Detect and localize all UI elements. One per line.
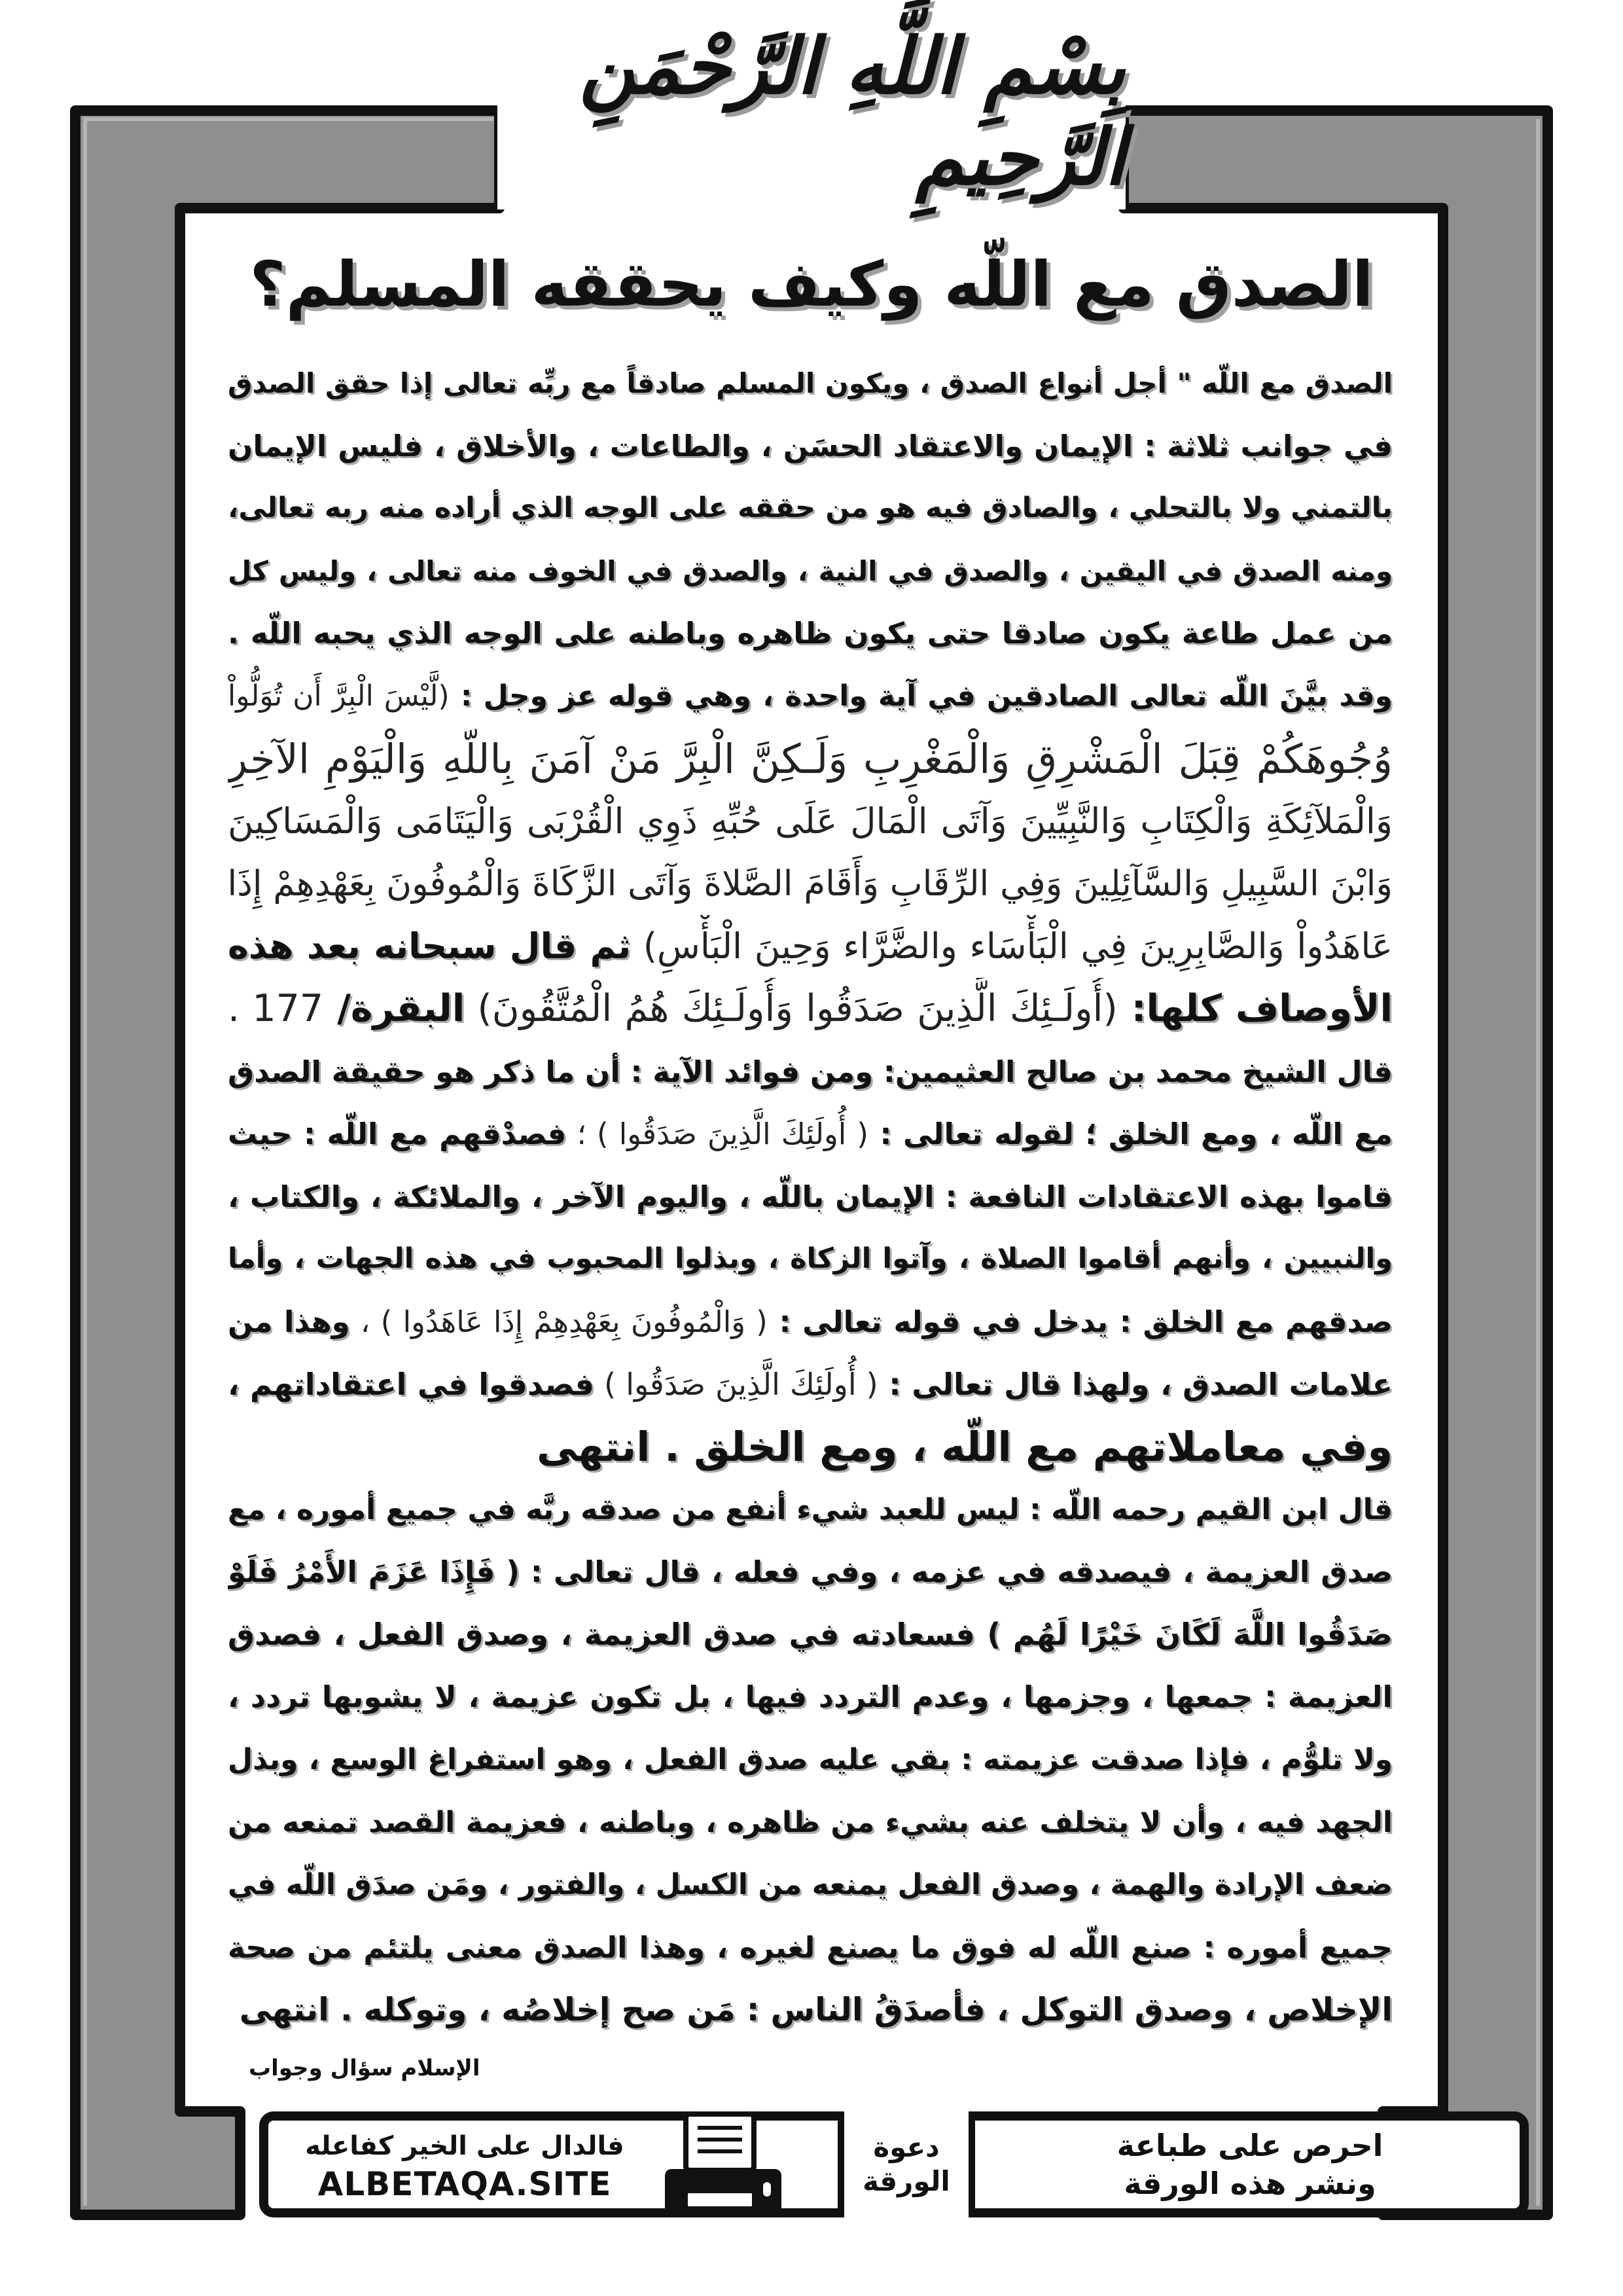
footer-site-block — [281, 2121, 648, 2208]
body-text: من عمل طاعة يكون صادقا حتى يكون ظاهره وباطنه على الوجه الذي يحبه اللّه . — [228, 616, 1393, 651]
text-line — [228, 1479, 1393, 1541]
text-line — [228, 1979, 1393, 2041]
quran-verse-text: وَالْمَلآئِكَةِ وَالْكِتَابِ وَالنَّبِيِّينَ وَآتَى الْمَالَ عَلَى حُبِّهِ ذَوِي الْقُرْبَى وَالْيَتَامَى وَالْمَسَاكِينَ — [228, 800, 1393, 842]
text-line — [228, 1541, 1393, 1604]
text-line — [228, 1041, 1393, 1103]
quran-verse-text: ( وَالْمُوفُونَ بِعَهْدِهِمْ إِذَا عَاهَدُوا ) ، — [349, 1304, 768, 1339]
page-title: الصدق مع اللّه وكيف يحققه المسلم؟ — [249, 249, 1374, 321]
body-text: وهذا من — [228, 1304, 350, 1339]
body-text: قال ابن القيم رحمه اللّه : ليس للعبد شيء أنفع من صدقه ربَّه في جميع أموره ، مع — [228, 1492, 1393, 1526]
body-text: فصدقوا في اعتقاداتهم ، — [228, 1366, 594, 1402]
body-text: وفي معاملاتهم مع اللّه ، ومع الخلق . انتهى — [537, 1423, 1393, 1471]
body-text: العزيمة : جمعها ، وجزمها ، وعدم التردد فيها ، بل تكون عزيمة ، لا يشوبها تردد ، — [228, 1679, 1393, 1715]
text-line — [228, 477, 1393, 540]
basmala-calligraphy: بِسْمِ اللَّهِ الرَّحْمَنِ الرَّحِيمِ — [497, 13, 1126, 209]
logo-line-1: دعوة — [873, 2131, 940, 2163]
source-credit: الإسلام سؤال وجواب — [249, 2055, 480, 2081]
printer-icon — [661, 2111, 785, 2217]
quran-verse-text: وُجُوهَكُمْ قِبَلَ الْمَشْرِقِ وَالْمَغْرِبِ وَلَـكِنَّ الْبِرَّ مَنْ آمَنَ بِاللّهِ وَالْيَوْمِ الآخِرِ — [228, 734, 1393, 783]
quran-verse-text: 177 . — [228, 986, 324, 1030]
quran-verse-text: وَابْنَ السَّبِيلِ وَالسَّآئِلِينَ وَفِي الرِّقَابِ وَأَقَامَ الصَّلاةَ وَآتَى الزَّكَاةَ وَالْمُوفُونَ بِعَهْدِهِمْ إِذَا — [228, 863, 1393, 904]
body-text: مع اللّه ، ومع الخلق ؛ لقوله تعالى : — [868, 1117, 1393, 1152]
text-line — [228, 665, 1393, 728]
body-text: ثم قال سبحانه بعد هذه — [228, 925, 632, 967]
text-line — [228, 1291, 1393, 1354]
footer-banner — [259, 2111, 1529, 2217]
footer-call-to-action — [982, 2121, 1518, 2208]
body-text: الإخلاص ، وصدق التوكل ، فأصدَقُ الناس : مَن صح إخلاصُه ، وتوكله . انتهى — [239, 1991, 1393, 2029]
text-line — [228, 1916, 1393, 1979]
body-text: وقد بيَّنَ اللّه تعالى الصادقين في آية واحدة ، وهي قوله عز وجل : — [449, 679, 1393, 713]
quran-verse-text: ( أُولَئِكَ الَّذِينَ صَدَقُوا ) — [594, 1366, 878, 1402]
article-body — [228, 352, 1393, 2041]
body-text: الأوصاف كلها: — [1117, 986, 1393, 1030]
text-line — [228, 1166, 1393, 1229]
text-line — [228, 415, 1393, 478]
quran-verse-text: عَاهَدُواْ وَالصَّابِرِينَ فِي الْبَأْسَاء والضَّرَّاء وَحِينَ الْبَأْسِ) — [631, 925, 1393, 967]
text-line — [228, 1854, 1393, 1916]
dawat-alwaraqa-logo — [838, 2111, 975, 2217]
cta-line-2: ونشر هذه الورقة — [1124, 2166, 1376, 2201]
body-text: صَدَقُوا اللَّهَ لَكَانَ خَيْرًا لَهُم ) فسعادته في صدق العزيمة ، وصدق الفعل ، فصدق — [228, 1616, 1393, 1652]
body-text: ولا تلوُّم ، فإذا صدقت عزيمته : بقي عليه صدق الفعل ، وهو استفراغ الوسع ، وبذل — [228, 1743, 1393, 1777]
text-line — [228, 1666, 1393, 1729]
text-line — [228, 1103, 1393, 1166]
body-text: قال الشيخ محمد بن صالح العثيمين: ومن فوائد الآية : أن ما ذكر هو حقيقة الصدق — [228, 1054, 1393, 1089]
body-text: بالتمني ولا بالتحلي ، والصادق فيه هو من حققه على الوجه الذي أراده منه ربه تعالى، — [228, 492, 1393, 525]
body-text: ضعف الإرادة والهمة ، وصدق الفعل يمنعه من الكسل ، والفتور ، ومَن صدَق اللّه في — [228, 1868, 1393, 1902]
text-line — [228, 978, 1393, 1041]
body-text: في جوانب ثلاثة : الإيمان والاعتقاد الحسَن ، والطاعات ، والأخلاق ، فليس الإيمان — [228, 428, 1393, 463]
text-line — [228, 728, 1393, 791]
body-text: جميع أموره : صنع اللّه له فوق ما يصنع لغيره ، وهذا الصدق معنى يلتئم من صحة — [228, 1929, 1393, 1965]
body-text: الصدق مع اللّه " أجل أنواع الصدق ، ويكون المسلم صادقاً مع ربِّه تعالى إذا حقق الصدق — [228, 367, 1393, 399]
text-line — [228, 540, 1393, 603]
body-text: فصدْقهم مع اللّه : حيث — [228, 1117, 567, 1152]
text-line — [228, 1416, 1393, 1479]
logo-line-2: الورقة — [863, 2165, 950, 2197]
text-line — [228, 790, 1393, 853]
footer-slogan: فالدال على الخير كفاعله — [305, 2131, 624, 2161]
body-text: البقرة/ — [323, 986, 465, 1030]
quran-verse-text: (لَّيْسَ الْبِرَّ أَن تُوَلُّواْ — [228, 679, 450, 713]
body-text: الجهد فيه ، وأن لا يتخلف عنه بشيء من ظاهره ، وباطنه ، فعزيمة القصد تمنعه من — [228, 1805, 1393, 1839]
body-text: قاموا بهذه الاعتقادات النافعة : الإيمان باللّه ، واليوم الآخر ، والملائكة ، والكتاب ، — [228, 1179, 1393, 1214]
text-line — [228, 352, 1393, 415]
text-line — [228, 602, 1393, 665]
body-text: علامات الصدق ، ولهذا قال تعالى : — [878, 1366, 1393, 1402]
body-text: ومنه الصدق في اليقين ، والصدق في النية ، والصدق في الخوف منه تعالى ، وليس كل — [228, 554, 1393, 587]
text-line — [228, 915, 1393, 978]
text-line — [228, 1354, 1393, 1416]
text-line — [228, 853, 1393, 916]
text-line — [228, 1729, 1393, 1791]
body-text: والنبيين ، وأنهم أقاموا الصلاة ، وآتوا الزكاة ، وبذلوا المحبوب في هذه الجهات ، وأما — [228, 1242, 1393, 1276]
quran-verse-text: (أُولَـئِكَ الَّذِينَ صَدَقُوا وَأُولَـئِكَ هُمُ الْمُتَّقُونَ) — [465, 986, 1118, 1030]
footer-site-link[interactable]: ALBETAQA.SITE — [317, 2165, 612, 2203]
cta-line-1: احرص على طباعة — [1116, 2128, 1383, 2163]
quran-verse-text: ( أُولَئِكَ الَّذِينَ صَدَقُوا ) ؛ — [566, 1117, 868, 1152]
text-line — [228, 1791, 1393, 1854]
text-line — [228, 1604, 1393, 1666]
body-text: صدقهم مع الخلق : يدخل في قوله تعالى : — [767, 1304, 1393, 1339]
text-line — [228, 1228, 1393, 1291]
body-text: صدق العزيمة ، فيصدقه في عزمه ، وفي فعله ، قال تعالى : ( فَإِذَا عَزَمَ الأَمْرُ فَلَوْ — [228, 1554, 1393, 1590]
